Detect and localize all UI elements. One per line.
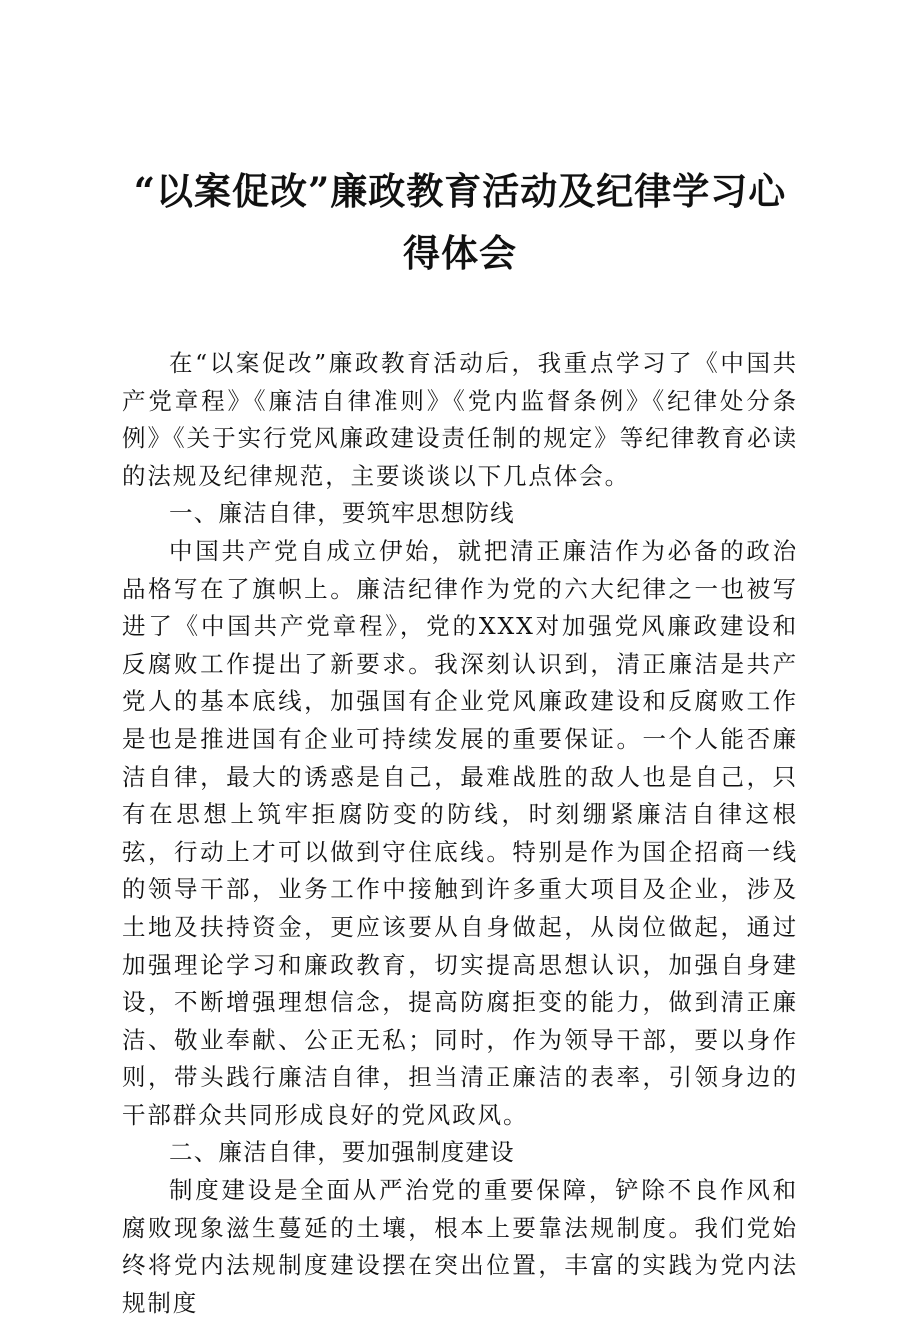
section-paragraph-1: 中国共产党自成立伊始，就把清正廉洁作为必备的政治品格写在了旗帜上。廉洁纪律作为党的六大纪律之一也被写进了《中国共产党章程》，党的XXX对加强党风廉政建设和反腐败工作提出了新要求。我深刻认识到，清正廉洁是共产党人的基本底线，加强国有企业党风廉政建设和反腐败工作是也是推进国有企业可持续发展的重要保证。一个人能否廉洁自律，最大的诱惑是自己，最难战胜的敌人也是自己，只有在思想上筑牢拒腐防变的防线，时刻绷紧廉洁自律这根弦，行动上才可以做到守住底线。特别是作为国企招商一线的领导干部，业务工作中接触到许多重大项目及企业，涉及土地及扶持资金，更应该要从自身做起，从岗位做起，通过加强理论学习和廉政教育，切实提高思想认识，加强自身建设，不断增强理想信念，提高防腐拒变的能力，做到清正廉洁、敬业奉献、公正无私；同时，作为领导干部，要以身作则，带头践行廉洁自律，担当清正廉洁的表率，引领身边的干部群众共同形成良好的党风政风。 — [122, 536, 798, 1129]
section-paragraph-2: 制度建设是全面从严治党的重要保障，铲除不良作风和腐败现象滋生蔓延的土壤，根本上要靠法规制度。我们党始终将党内法规制度建设摆在突出位置，丰富的实践为党内法规制度 — [122, 1176, 798, 1317]
section-heading-2: 二、廉洁自律，要加强制度建设 — [169, 1138, 515, 1167]
document-body — [122, 345, 798, 1322]
intro-paragraph: 在“以案促改”廉政教育活动后，我重点学习了《中国共产党章程》《廉洁自律准则》《党内监督条例》《纪律处分条例》《关于实行党风廉政建设责任制的规定》等纪律教育必读的法规及纪律规范，主要谈谈以下几点体会。 — [122, 349, 798, 490]
section-heading-1: 一、廉洁自律，要筑牢思想防线 — [169, 499, 515, 528]
document-title: “以案促改”廉政教育活动及纪律学习心得体会 — [133, 169, 787, 275]
